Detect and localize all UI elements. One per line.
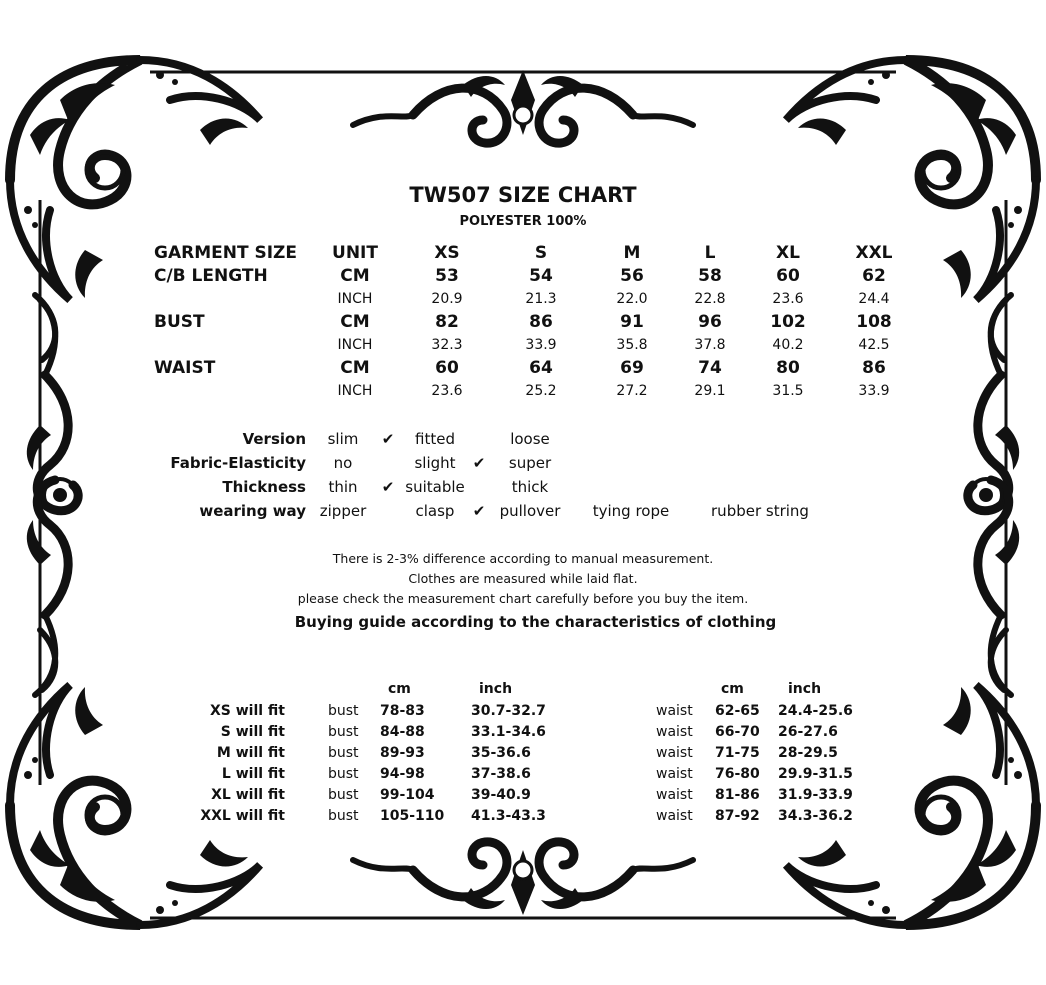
attr-option-checked: pullover	[499, 502, 561, 520]
guide-waist-cm: 62-65	[715, 703, 760, 719]
cell-value: 74	[698, 358, 722, 378]
guide-waist-cm: 76-80	[715, 766, 760, 782]
attr-option: tying rope	[592, 502, 670, 520]
cell-value: 27.2	[616, 383, 648, 399]
guide-waist-inch: 31.9-33.9	[778, 787, 853, 803]
size-header-l: L	[704, 243, 716, 263]
cell-value: 91	[620, 312, 644, 332]
check-icon: ✔	[381, 478, 395, 496]
guide-inch-header-waist: inch	[788, 681, 822, 697]
material-subtitle: POLYESTER 100%	[459, 214, 587, 229]
size-header-xxl: XXL	[855, 243, 893, 263]
cell-value: 23.6	[431, 383, 463, 399]
unit-inch: INCH	[337, 383, 373, 399]
guide-waist-label: waist	[656, 808, 693, 824]
size-table-unit-header: UNIT	[332, 243, 378, 263]
cell-value: 69	[620, 358, 644, 378]
cell-value: 108	[856, 312, 892, 332]
attr-option: zipper	[319, 502, 367, 520]
cell-value: 86	[862, 358, 886, 378]
guide-bust-label: bust	[328, 766, 359, 782]
note-laid-flat: Clothes are measured while laid flat.	[408, 571, 638, 586]
cell-value: 42.5	[858, 337, 890, 353]
guide-bust-inch: 41.3-43.3	[471, 808, 546, 824]
attr-option: thick	[511, 478, 549, 496]
cell-value: 25.2	[525, 383, 557, 399]
attr-option: clasp	[415, 502, 455, 520]
attr-label-fabric-elasticity: Fabric-Elasticity	[170, 454, 306, 472]
cell-value: 32.3	[431, 337, 463, 353]
guide-bust-label: bust	[328, 703, 359, 719]
cell-value: 53	[435, 266, 459, 286]
attr-label-thickness: Thickness	[222, 478, 306, 496]
guide-waist-cm: 71-75	[715, 745, 760, 761]
check-icon: ✔	[381, 430, 395, 448]
guide-waist-inch: 29.9-31.5	[778, 766, 853, 782]
guide-bust-label: bust	[328, 808, 359, 824]
buying-guide-title: Buying guide according to the characteristics of clothing	[294, 613, 777, 631]
guide-bust-cm: 94-98	[380, 766, 425, 782]
guide-bust-cm: 89-93	[380, 745, 425, 761]
attr-option: loose	[510, 430, 550, 448]
unit-inch: INCH	[337, 291, 373, 307]
guide-waist-inch: 26-27.6	[778, 724, 838, 740]
guide-bust-label: bust	[328, 787, 359, 803]
attr-option-checked: super	[508, 454, 552, 472]
attr-option-checked: suitable	[405, 478, 465, 496]
cell-value: 54	[529, 266, 553, 286]
guide-waist-label: waist	[656, 724, 693, 740]
row-label-waist: WAIST	[154, 358, 216, 378]
note-difference: There is 2-3% difference according to manual measurement.	[332, 551, 714, 566]
size-header-s: S	[534, 243, 548, 263]
size-table-label-header: GARMENT SIZE	[154, 243, 297, 263]
attr-option: slight	[414, 454, 456, 472]
guide-fit-label: XS will fit	[209, 703, 285, 719]
guide-fit-label: L will fit	[221, 766, 285, 782]
cell-value: 82	[435, 312, 459, 332]
cell-value: 23.6	[772, 291, 804, 307]
guide-bust-inch: 33.1-34.6	[471, 724, 546, 740]
cell-value: 33.9	[858, 383, 890, 399]
guide-waist-inch: 28-29.5	[778, 745, 838, 761]
guide-bust-label: bust	[328, 745, 359, 761]
cell-value: 56	[620, 266, 644, 286]
cell-value: 22.8	[694, 291, 726, 307]
cell-value: 20.9	[431, 291, 463, 307]
guide-bust-cm: 78-83	[380, 703, 425, 719]
unit-cm: CM	[340, 312, 370, 332]
check-icon: ✔	[472, 454, 486, 472]
cell-value: 96	[698, 312, 722, 332]
cell-value: 22.0	[616, 291, 648, 307]
guide-bust-cm: 99-104	[380, 787, 435, 803]
attr-option: no	[333, 454, 353, 472]
cell-value: 58	[698, 266, 722, 286]
guide-waist-label: waist	[656, 703, 693, 719]
cell-value: 21.3	[525, 291, 557, 307]
guide-bust-inch: 37-38.6	[471, 766, 531, 782]
cell-value: 35.8	[616, 337, 648, 353]
attr-option-checked: fitted	[415, 430, 455, 448]
unit-inch: INCH	[337, 337, 373, 353]
guide-inch-header: inch	[479, 681, 513, 697]
guide-waist-inch: 34.3-36.2	[778, 808, 853, 824]
guide-waist-label: waist	[656, 787, 693, 803]
cell-value: 24.4	[858, 291, 890, 307]
cell-value: 31.5	[772, 383, 804, 399]
size-header-xs: XS	[434, 243, 460, 263]
guide-fit-label: S will fit	[220, 724, 285, 740]
cell-value: 29.1	[694, 383, 726, 399]
attr-label-version: Version	[242, 430, 306, 448]
attr-option: slim	[327, 430, 359, 448]
row-label-cb-length: C/B LENGTH	[154, 266, 268, 286]
row-label-bust: BUST	[154, 312, 205, 332]
cell-value: 33.9	[525, 337, 557, 353]
cell-value: 37.8	[694, 337, 726, 353]
cell-value: 102	[770, 312, 806, 332]
cell-value: 40.2	[772, 337, 804, 353]
guide-waist-cm: 66-70	[715, 724, 760, 740]
guide-bust-inch: 35-36.6	[471, 745, 531, 761]
guide-bust-cm: 84-88	[380, 724, 425, 740]
size-header-xl: XL	[776, 243, 800, 263]
cell-value: 86	[529, 312, 553, 332]
attr-option: thin	[328, 478, 358, 496]
note-check-chart: please check the measurement chart carefully before you buy the item.	[297, 591, 749, 606]
guide-bust-label: bust	[328, 724, 359, 740]
guide-cm-header-waist: cm	[721, 681, 744, 697]
guide-waist-label: waist	[656, 745, 693, 761]
guide-bust-inch: 30.7-32.7	[471, 703, 546, 719]
page-title: TW507 SIZE CHART	[409, 183, 637, 207]
cell-value: 60	[776, 266, 800, 286]
unit-cm: CM	[340, 266, 370, 286]
guide-fit-label: M will fit	[216, 745, 285, 761]
guide-cm-header: cm	[388, 681, 411, 697]
guide-waist-label: waist	[656, 766, 693, 782]
guide-waist-cm: 81-86	[715, 787, 760, 803]
guide-bust-inch: 39-40.9	[471, 787, 531, 803]
guide-waist-cm: 87-92	[715, 808, 760, 824]
cell-value: 64	[529, 358, 553, 378]
guide-waist-inch: 24.4-25.6	[778, 703, 853, 719]
unit-cm: CM	[340, 358, 370, 378]
cell-value: 80	[776, 358, 800, 378]
guide-bust-cm: 105-110	[380, 808, 445, 824]
guide-fit-label: XXL will fit	[200, 808, 285, 824]
attr-label-wearing-way: wearing way	[199, 502, 306, 520]
guide-fit-label: XL will fit	[211, 787, 285, 803]
cell-value: 60	[435, 358, 459, 378]
size-header-m: M	[623, 243, 641, 263]
check-icon: ✔	[472, 502, 486, 520]
attr-option: rubber string	[711, 502, 809, 520]
cell-value: 62	[862, 266, 886, 286]
